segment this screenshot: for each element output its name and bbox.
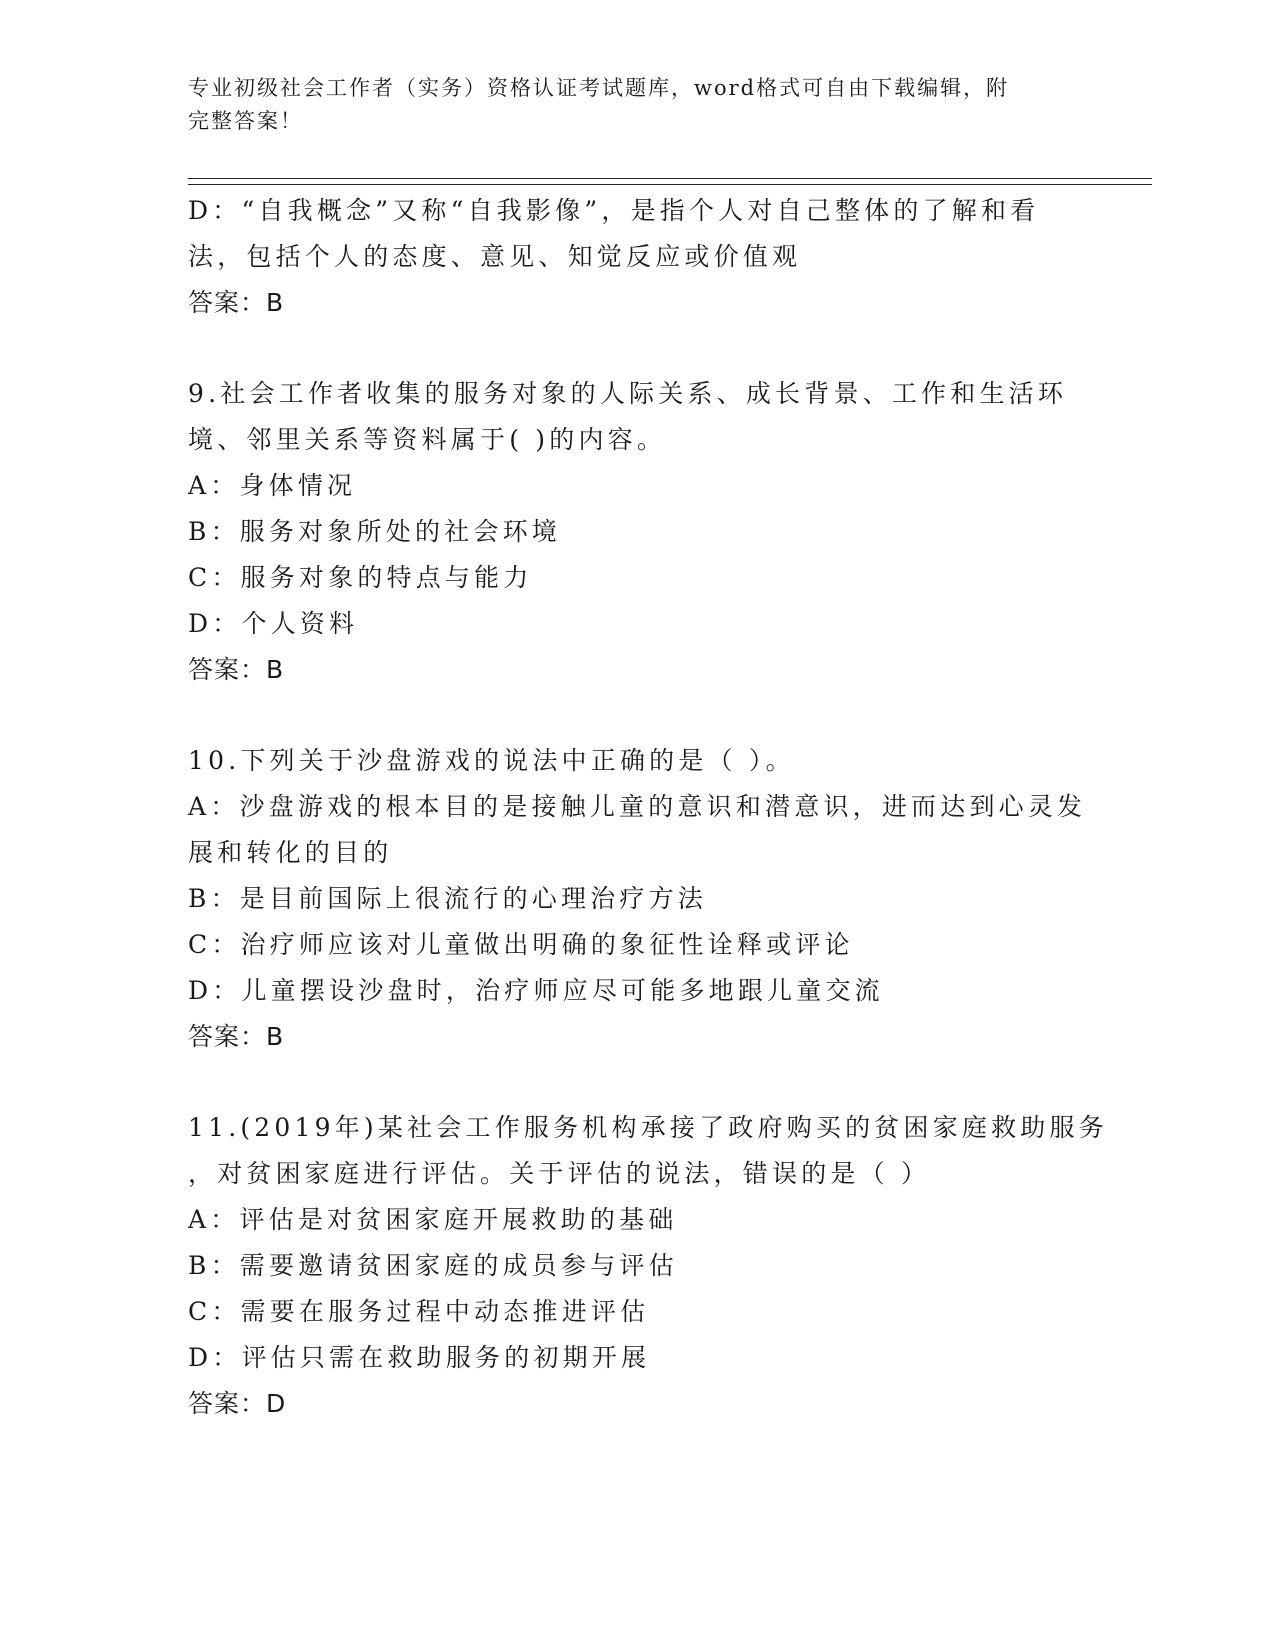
option-d-line-2: 法，包括个人的态度、意见、知觉反应或价值观 <box>188 242 802 271</box>
option-c: C：服务对象的特点与能力 <box>188 563 533 592</box>
option-a: A：评估是对贫困家庭开展救助的基础 <box>188 1205 678 1234</box>
page-header <box>188 72 1068 138</box>
option-c: C：需要在服务过程中动态推进评估 <box>188 1297 650 1326</box>
option-d-line-1: D：“自我概念”又称“自我影像”，是指个人对自己整体的了解和看 <box>188 196 1040 225</box>
question-stem: 11.(2019年)某社会工作服务机构承接了政府购买的贫困家庭救助服务 <box>188 1113 1108 1142</box>
spacer <box>188 326 1088 371</box>
option-a: A：沙盘游戏的根本目的是接触儿童的意识和潜意识，进而达到心灵发 <box>188 792 1087 821</box>
answer-line: 答案：D <box>188 1389 287 1418</box>
carryover-block <box>188 188 1088 326</box>
spacer <box>188 1060 1088 1105</box>
answer-line: 答案：B <box>188 288 285 317</box>
option-a: A：身体情况 <box>188 471 357 500</box>
header-rule-top <box>188 178 1152 179</box>
answer-line: 答案：B <box>188 655 285 684</box>
option-b: B：服务对象所处的社会环境 <box>188 517 561 546</box>
question-stem: 10.下列关于沙盘游戏的说法中正确的是（ ）。 <box>188 746 795 775</box>
header-rule-bottom <box>188 184 1152 185</box>
answer-line: 答案：B <box>188 1022 285 1051</box>
header-line-1: 专业初级社会工作者（实务）资格认证考试题库，word格式可自由下载编辑，附 <box>188 76 1010 100</box>
option-a-continued: 展和转化的目的 <box>188 838 393 867</box>
option-d: D：儿童摆设沙盘时，治疗师应尽可能多地跟儿童交流 <box>188 976 884 1005</box>
option-d: D：个人资料 <box>188 609 359 638</box>
question-stem: 9.社会工作者收集的服务对象的人际关系、成长背景、工作和生活环 <box>188 379 1068 408</box>
question-9 <box>188 371 1088 693</box>
option-c: C：治疗师应该对儿童做出明确的象征性诠释或评论 <box>188 930 854 959</box>
spacer <box>188 693 1088 738</box>
option-b: B：需要邀请贫困家庭的成员参与评估 <box>188 1251 678 1280</box>
question-stem: 境、邻里关系等资料属于( )的内容。 <box>188 425 667 454</box>
question-content <box>188 188 1108 1427</box>
question-stem: ，对贫困家庭进行评估。关于评估的说法，错误的是（ ） <box>188 1159 931 1188</box>
question-11 <box>188 1105 1108 1427</box>
option-b: B：是目前国际上很流行的心理治疗方法 <box>188 884 707 913</box>
option-d: D：评估只需在救助服务的初期开展 <box>188 1343 651 1372</box>
question-10 <box>188 738 1088 1060</box>
header-line-2: 完整答案！ <box>188 109 303 133</box>
